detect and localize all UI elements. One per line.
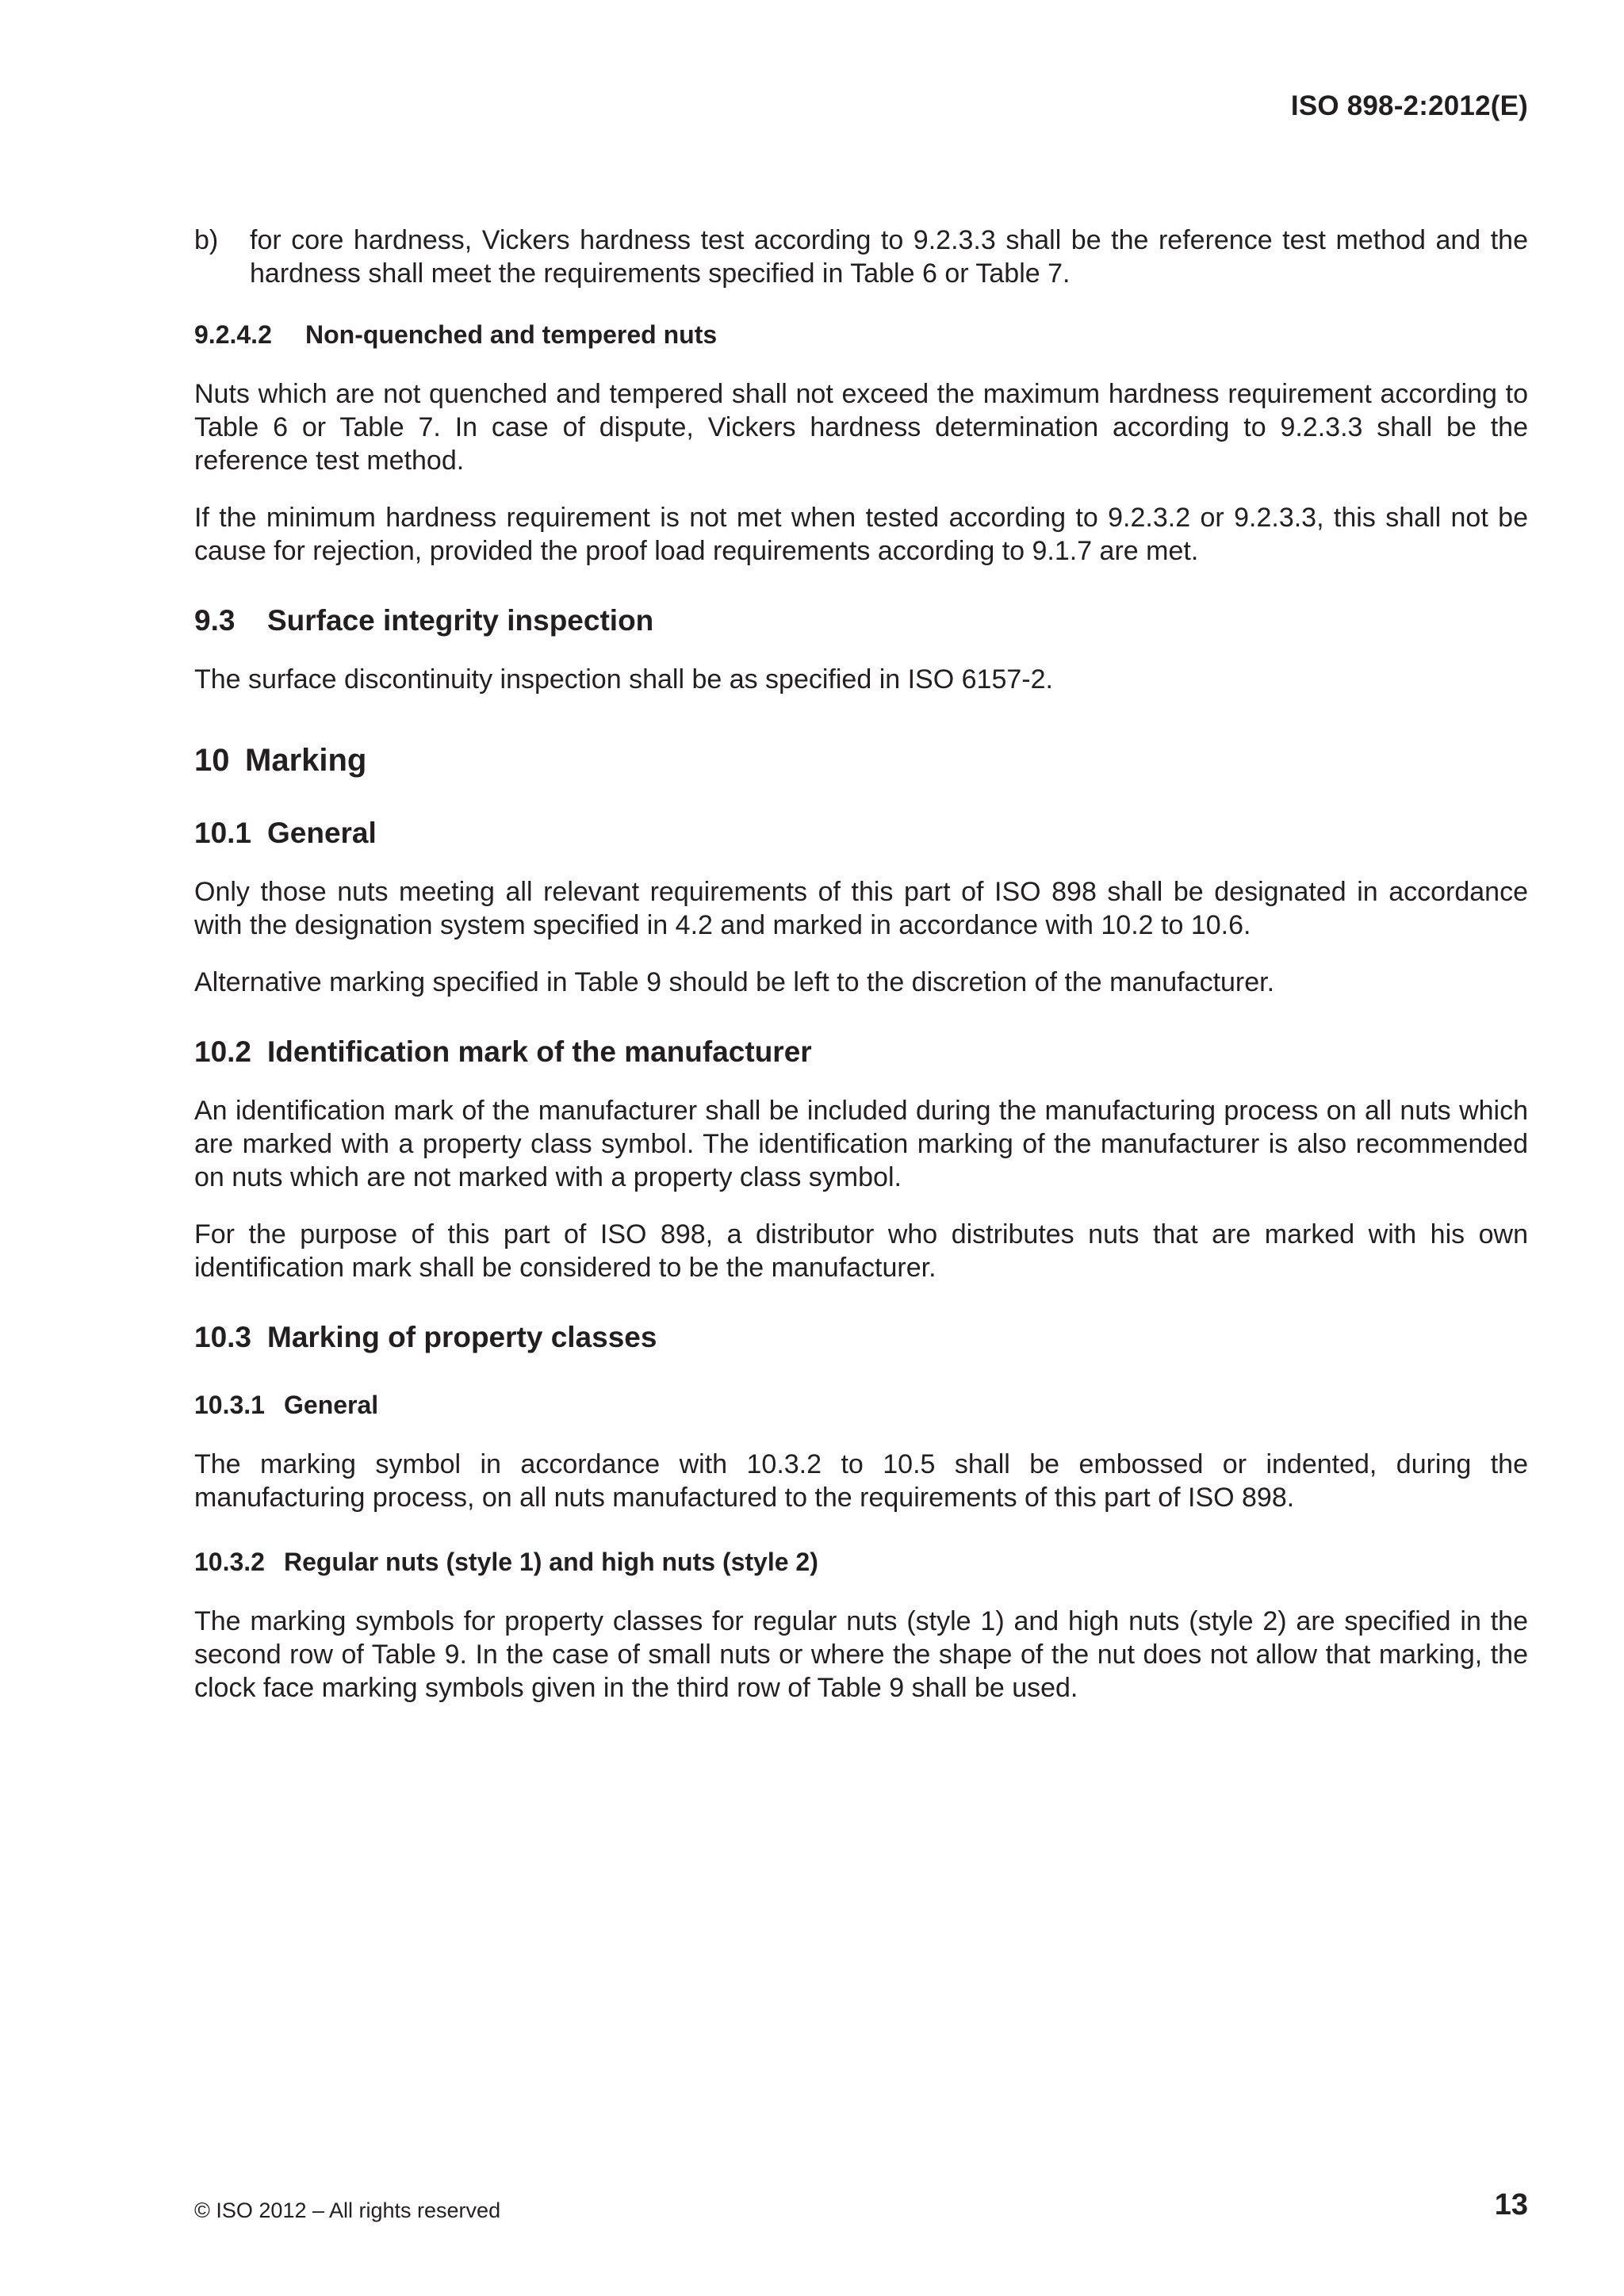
heading-10 <box>194 740 1528 780</box>
section-number: 10.3.1 <box>194 1391 265 1419</box>
heading-10-3-1 <box>194 1389 1528 1421</box>
paragraph: An identification mark of the manufacturer shall be included during the manufacturing process on all nuts which are marked with a property class symbol. The identification marking of the manufacturer is also recommended on nuts which are not marked with a property class symbol. <box>194 1096 1528 1192</box>
heading-10-3 <box>194 1319 1528 1356</box>
list-item-b <box>194 224 1528 290</box>
page-content <box>194 224 1528 1705</box>
section-number: 10.3.2 <box>194 1548 265 1576</box>
section-title: Surface integrity inspection <box>267 604 654 637</box>
section-number: 9.3 <box>194 604 236 637</box>
section-number: 10.3 <box>194 1321 252 1353</box>
heading-10-2 <box>194 1034 1528 1070</box>
paragraph: Alternative marking specified in Table 9 should be left to the discretion of the manufacturer. <box>194 967 1275 997</box>
section-title: Regular nuts (style 1) and high nuts (style 2) <box>284 1548 818 1576</box>
paragraph: Only those nuts meeting all relevant requirements of this part of ISO 898 shall be designated in accordance with the designation system specified in 4.2 and marked in accordance with 10.2 to 10.6. <box>194 877 1528 940</box>
paragraph: If the minimum hardness requirement is not met when tested according to 9.2.3.2 or 9.2.3.3, this shall not be cause for rejection, provided the proof load requirements according to 9.1.7 are met. <box>194 503 1528 566</box>
section-number: 10.1 <box>194 817 252 849</box>
section-number: 10 <box>194 743 230 778</box>
section-number: 9.2.4.2 <box>194 320 272 349</box>
paragraph: The marking symbols for property classes for regular nuts (style 1) and high nuts (style 2) are specified in the second row of Table 9. In the case of small nuts or where the shape of the nut does not allow that marking, the clock face marking symbols given in the third row of Table 9 shall be used. <box>194 1606 1528 1703</box>
section-title: General <box>284 1391 379 1419</box>
document-code: ISO 898-2:2012(E) <box>1290 90 1528 121</box>
section-title: Marking of property classes <box>267 1321 657 1353</box>
page-number: 13 <box>1494 2188 1528 2221</box>
heading-10-3-2 <box>194 1546 1528 1578</box>
section-number: 10.2 <box>194 1035 252 1068</box>
heading-9-3 <box>194 603 1528 639</box>
paragraph: For the purpose of this part of ISO 898, a distributor who distributes nuts that are marked with his own identification mark shall be considered to be the manufacturer. <box>194 1219 1528 1283</box>
paragraph: The marking symbol in accordance with 10.3.2 to 10.5 shall be embossed or indented, during the manufacturing process, on all nuts manufactured to the requirements of this part of ISO 898. <box>194 1449 1528 1513</box>
copyright-notice: © ISO 2012 – All rights reserved <box>194 2198 501 2222</box>
section-title: Non-quenched and tempered nuts <box>305 320 718 349</box>
heading-10-1 <box>194 815 1528 851</box>
section-title: Identification mark of the manufacturer <box>267 1035 812 1068</box>
list-label: b) <box>194 225 219 255</box>
list-text: for core hardness, Vickers hardness test according to 9.2.3.3 shall be the reference test method and the hardness shall meet the requirements specified in Table 6 or Table 7. <box>250 225 1528 289</box>
heading-9-2-4-2 <box>194 319 1528 350</box>
paragraph: Nuts which are not quenched and tempered shall not exceed the maximum hardness requirement according to Table 6 or Table 7. In case of dispute, Vickers hardness determination according to 9.2.3.3 shall be the reference test method. <box>194 379 1528 476</box>
paragraph: The surface discontinuity inspection shall be as specified in ISO 6157-2. <box>194 664 1053 695</box>
section-title: General <box>267 817 377 849</box>
section-title: Marking <box>245 743 367 778</box>
